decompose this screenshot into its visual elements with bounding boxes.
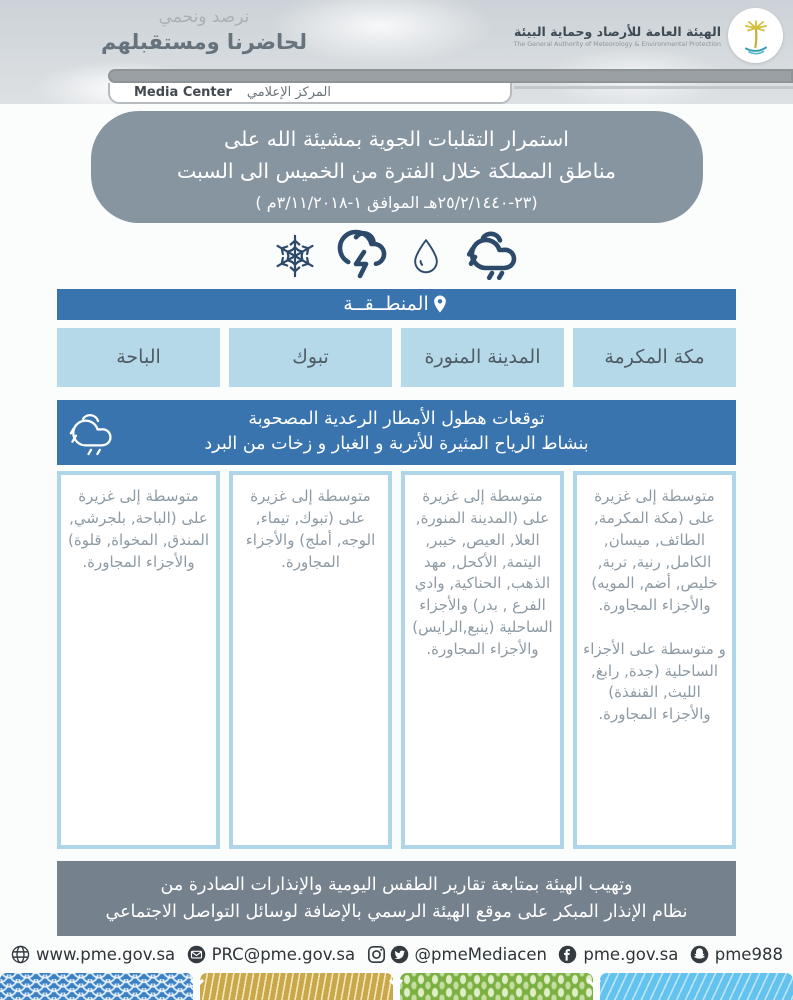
instagram-icon bbox=[366, 944, 387, 965]
decorative-strip bbox=[0, 973, 793, 1000]
snapchat-link[interactable] bbox=[689, 944, 783, 965]
water-pattern-panel bbox=[0, 973, 193, 1000]
authority-logo bbox=[514, 8, 783, 63]
authority-name bbox=[514, 24, 721, 48]
weather-icons-row bbox=[0, 228, 793, 280]
forecast-title-line1: توقعات هطول الأمطار الرعدية المصحوبة bbox=[248, 408, 545, 429]
forecast-column-madinah bbox=[401, 471, 564, 849]
website-link[interactable] bbox=[10, 944, 175, 965]
facebook-link[interactable] bbox=[557, 944, 678, 965]
authority-name-arabic: الهيئة العامة للأرصاد وحماية البيئة bbox=[513, 23, 721, 39]
announcement-dates: (٢٣-٢٥/٢/١٤٤٠هـ الموافق ١-٣/١١/٢٠١٨م ) bbox=[255, 192, 538, 212]
twitter-icon bbox=[389, 944, 410, 965]
contacts-footer bbox=[0, 937, 793, 973]
snowflake-icon bbox=[272, 232, 318, 280]
forecast-column-tabuk bbox=[229, 471, 392, 849]
website-label: www.pme.gov.sa bbox=[36, 945, 176, 965]
leaf-pattern-panel bbox=[400, 973, 593, 1000]
announcement-line2: مناطق المملكة خلال الفترة من الخميس الى السبت bbox=[176, 158, 617, 183]
email-label: PRC@pme.gov.sa bbox=[211, 945, 356, 965]
snapchat-icon bbox=[689, 944, 710, 965]
advisory-line1: وتهيب الهيئة بمتابعة تقارير الطقس اليومية والإنذارات الصادرة من bbox=[160, 875, 633, 896]
thunderstorm-icon bbox=[335, 228, 389, 280]
region-cell-makkah: مكة المكرمة bbox=[573, 328, 736, 387]
facebook-icon bbox=[557, 944, 578, 965]
palm-tree-logo-icon bbox=[728, 8, 783, 63]
social-handle-label: @pmeMediacen bbox=[414, 945, 547, 965]
announcement-box bbox=[91, 111, 703, 223]
email-icon bbox=[186, 944, 207, 965]
advisory-line2: نظام الإنذار المبكر على موقع الهيئة الرسمي بالإضافة لوسائل التواصل الاجتماعي bbox=[105, 901, 688, 922]
region-header-bar bbox=[57, 289, 736, 320]
region-cell-madinah: المدينة المنورة bbox=[401, 328, 564, 387]
region-header-label: المنطــقــة bbox=[343, 293, 429, 316]
forecast-column-albaha bbox=[57, 471, 220, 849]
email-link[interactable] bbox=[186, 944, 356, 965]
media-center-line bbox=[514, 86, 793, 89]
slogan-line2: لحاضرنا ومستقبلهم bbox=[101, 30, 307, 54]
header bbox=[0, 0, 793, 104]
media-center-label-ar: المركز الإعلامي bbox=[246, 85, 331, 100]
forecast-title-line2: بنشاط الرياح المثيرة للأتربة و الغبار و زخات من البرد bbox=[204, 433, 589, 454]
snapchat-label: pme988 bbox=[714, 945, 783, 965]
location-pin-icon bbox=[430, 292, 450, 316]
media-center-tab[interactable] bbox=[108, 83, 512, 104]
wind-pattern-panel bbox=[600, 973, 793, 1000]
raindrop-icon bbox=[406, 232, 446, 280]
globe-icon bbox=[10, 944, 31, 965]
social-media-link[interactable] bbox=[366, 944, 547, 965]
region-cell-albaha: الباحة bbox=[57, 328, 220, 387]
forecast-text: متوسطة إلى غزيرة على (تبوك, تيماء, الوجه, أملج) والأجزاء المجاورة. bbox=[245, 487, 376, 571]
media-center-bar bbox=[108, 69, 793, 83]
forecast-banner bbox=[57, 400, 736, 466]
forecast-text: متوسطة إلى غزيرة على (مكة المكرمة, الطائف, ميسان, الكامل, رنية, تربة, خليص, أضم, المويه) والأجزاء المجاورة. bbox=[591, 487, 718, 615]
forecast-text: متوسطة إلى غزيرة على (الباحة, بلجرشي, المندق, المخواة, قلوة) والأجزاء المجاورة. bbox=[68, 487, 209, 571]
facebook-label: pme.gov.sa bbox=[583, 945, 679, 965]
slogan bbox=[80, 7, 328, 54]
forecast-text: و متوسطة على الأجزاء الساحلية (جدة, رابغ, الليث, القنفذة) والأجزاء المجاورة. bbox=[583, 639, 726, 724]
forecast-text: متوسطة إلى غزيرة على (المدينة المنورة, العلا, العيص, خيبر, اليتمة, الأكحل, مهد الذهب, الحناكية, وادي الفرع , بدر) والأجزاء الساحلية (ينبع,الرايس) والأجزاء المجاورة. bbox=[412, 487, 553, 658]
advisory-banner bbox=[57, 861, 736, 936]
announcement-line1: استمرار التقلبات الجوية بمشيئة الله على bbox=[224, 127, 569, 151]
rain-cloud-icon bbox=[66, 410, 116, 456]
forecast-columns bbox=[57, 471, 736, 849]
region-cell-tabuk: تبوك bbox=[229, 328, 392, 387]
forecast-column-makkah bbox=[573, 471, 736, 849]
rain-cloud-icon bbox=[463, 228, 521, 280]
media-center-label-en: Media Center bbox=[134, 85, 232, 100]
authority-name-english: The General Authority of Meteorology & Environmental Protection bbox=[513, 40, 721, 48]
regions-row bbox=[57, 328, 736, 387]
slogan-line1: نرصد ونحمي bbox=[158, 7, 250, 27]
sand-pattern-panel bbox=[200, 973, 393, 1000]
